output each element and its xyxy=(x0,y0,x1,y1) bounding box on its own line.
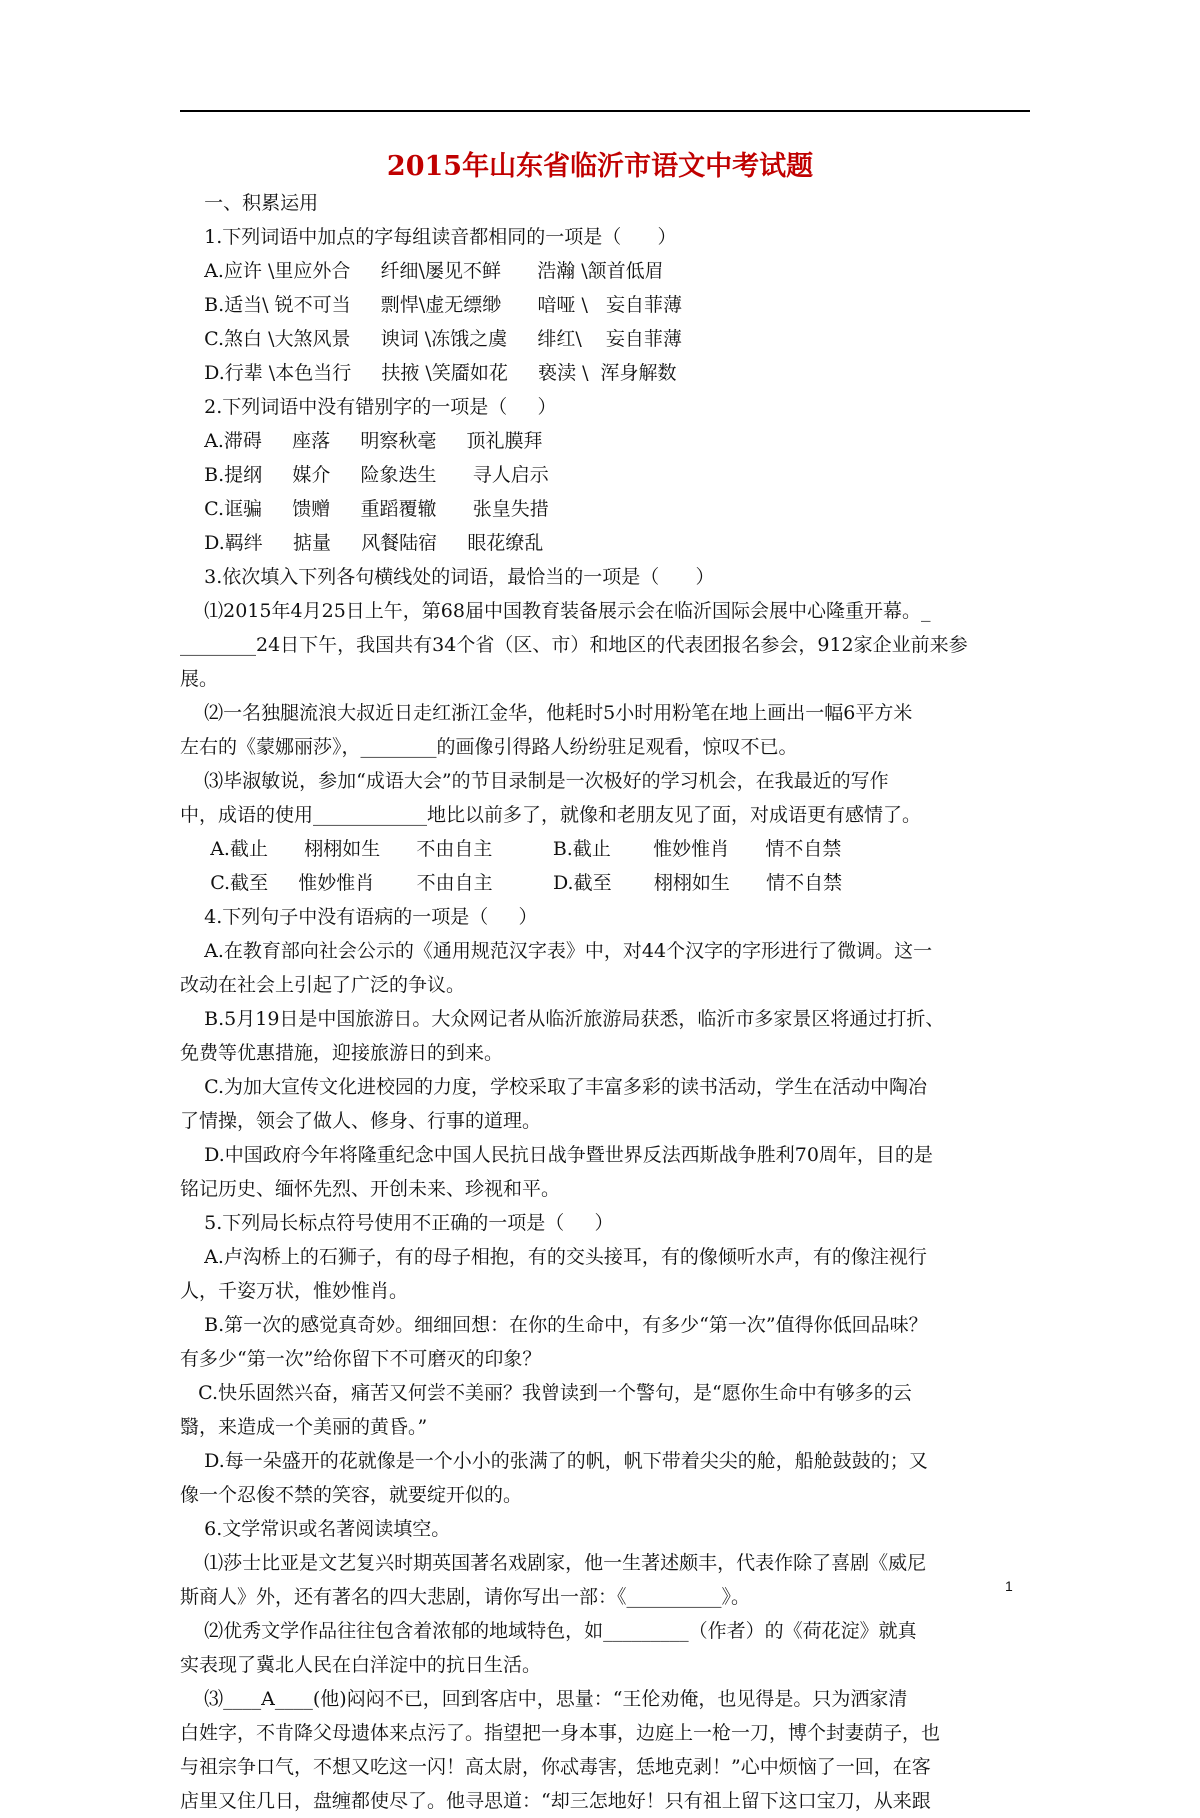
text-line: 6.文学常识或名著阅读填空。 xyxy=(180,1518,451,1540)
page-number: 1 xyxy=(1005,1578,1013,1594)
document-title: 2015年山东省临沂市语文中考试题 xyxy=(386,151,814,182)
text-line: C.快乐固然兴奋，痛苦又何尝不美丽？我曾读到一个警句，是“愿你生命中有够多的云 xyxy=(180,1382,912,1404)
text-line: C.为加大宣传文化进校园的力度，学校采取了丰富多彩的读书活动，学生在活动中陶冶 xyxy=(180,1076,928,1098)
text-line: 1.下列词语中加点的字每组读音都相同的一项是（ ） xyxy=(180,226,677,248)
text-line: C.诓骗 馈赠 重蹈覆辙 张皇失措 xyxy=(180,498,549,520)
text-line: 人，千姿万状，惟妙惟肖。 xyxy=(180,1280,409,1302)
text-line: 斯商人》外，还有著名的四大悲剧，请你写出一部：《__________》。 xyxy=(180,1586,751,1608)
text-line: 像一个忍俊不禁的笑容，就要绽开似的。 xyxy=(180,1484,523,1506)
text-line: ⑶____A____(他)闷闷不已，回到客店中，思量：“王伦劝俺，也见得是。只为洒家清 xyxy=(180,1688,908,1710)
text-line: 4.下列句子中没有语病的一项是（ ） xyxy=(180,906,538,928)
text-line: B.5月19日是中国旅游日。大众网记者从临沂旅游局获悉，临沂市多家景区将通过打折、 xyxy=(180,1008,945,1030)
document-body xyxy=(180,186,1030,1818)
text-line: C.截至 惟妙惟肖 不由自主 D.截至 栩栩如生 情不自禁 xyxy=(180,872,843,894)
text-line: 有多少“第一次”给你留下不可磨灭的印象？ xyxy=(180,1348,542,1370)
text-line: 改动在社会上引起了广泛的争议。 xyxy=(180,974,466,996)
text-line: A.滞碍 座落 明察秋毫 顶礼膜拜 xyxy=(180,430,543,452)
text-line: ⑴莎士比亚是文艺复兴时期英国著名戏剧家，他一生著述颇丰，代表作除了喜剧《威尼 xyxy=(180,1552,927,1574)
text-line: A.卢沟桥上的石狮子，有的母子相抱，有的交头接耳，有的像倾听水声，有的像注视行 xyxy=(180,1246,927,1268)
text-line: ⑶毕淑敏说，参加“成语大会”的节目录制是一次极好的学习机会，在我最近的写作 xyxy=(180,770,889,792)
text-line: 3.依次填入下列各句横线处的词语，最恰当的一项是（ ） xyxy=(180,566,715,588)
text-line: ⑵一名独腿流浪大叔近日走红浙江金华，他耗时5小时用粉笔在地上画出一幅6平方米 xyxy=(180,702,913,724)
text-line: A.截止 栩栩如生 不由自主 B.截止 惟妙惟肖 情不自禁 xyxy=(180,838,842,860)
text-line: 翳，来造成一个美丽的黄昏。” xyxy=(180,1416,428,1438)
text-line: 5.下列局长标点符号使用不正确的一项是（ ） xyxy=(180,1212,614,1234)
text-line: D.每一朵盛开的花就像是一个小小的张满了的帆，帆下带着尖尖的舱，船舱鼓鼓的；又 xyxy=(180,1450,928,1472)
text-line: ⑴2015年4月25日上午，第68届中国教育装备展示会在临沂国际会展中心隆重开幕。_ xyxy=(180,600,931,622)
text-line: B.提纲 媒介 险象迭生 寻人启示 xyxy=(180,464,549,486)
text-line: 2.下列词语中没有错别字的一项是（ ） xyxy=(180,396,557,418)
text-line: ⑵优秀文学作品往往包含着浓郁的地域特色，如_________（作者）的《荷花淀》就真 xyxy=(180,1620,917,1642)
text-line: 免费等优惠措施，迎接旅游日的到来。 xyxy=(180,1042,504,1064)
text-line: A.在教育部向社会公示的《通用规范汉字表》中，对44个汉字的字形进行了微调。这一 xyxy=(180,940,933,962)
text-line: D.中国政府今年将隆重纪念中国人民抗日战争暨世界反法西斯战争胜利70周年，目的是 xyxy=(180,1144,933,1166)
text-line: 白姓字，不肯降父母遗体来点污了。指望把一身本事，边庭上一枪一刀，博个封妻荫子，也 xyxy=(180,1722,941,1744)
text-line: 店里又住几日，盘缠都使尽了。他寻思道：“却三怎地好！只有祖上留下这口宝刀，从来跟 xyxy=(180,1790,931,1812)
text-line: ________24日下午，我国共有34个省（区、市）和地区的代表团报名参会，912家企业前来参 xyxy=(180,634,968,656)
text-line: A.应许 \里应外合 纤细\屡见不鲜 浩瀚 \颔首低眉 xyxy=(180,260,664,282)
text-line: 中，成语的使用____________地比以前多了，就像和老朋友见了面，对成语更有感情了。 xyxy=(180,804,922,826)
text-line: B.第一次的感觉真奇妙。细细回想：在你的生命中，有多少“第一次”值得你低回品味？ xyxy=(180,1314,928,1336)
text-line: 左右的《蒙娜丽莎》，________的画像引得路人纷纷驻足观看，惊叹不已。 xyxy=(180,736,798,758)
text-line: 了情操，领会了做人、修身、行事的道理。 xyxy=(180,1110,542,1132)
text-line: 与祖宗争口气，不想又吃这一闪！高太尉，你忒毒害，恁地克剥！”心中烦恼了一回，在客 xyxy=(180,1756,931,1778)
header-rule xyxy=(180,110,1030,112)
text-line: 展。 xyxy=(180,668,219,690)
text-line: 一、积累运用 xyxy=(180,192,319,214)
text-line: C.煞白 \大煞风景 谀词 \冻饿之虞 绯红\ 妄自菲薄 xyxy=(180,328,682,350)
text-line: B.适当\ 锐不可当 剽悍\虚无缥缈 喑哑 \ 妄自菲薄 xyxy=(180,294,682,316)
text-line: 实表现了冀北人民在白洋淀中的抗日生活。 xyxy=(180,1654,542,1676)
text-line: 铭记历史、缅怀先烈、开创未来、珍视和平。 xyxy=(180,1178,561,1200)
text-line: D.行辈 \本色当行 扶掖 \笑靥如花 亵渎 \ 浑身解数 xyxy=(180,362,677,384)
text-line: D.羁绊 掂量 风餐陆宿 眼花缭乱 xyxy=(180,532,544,554)
